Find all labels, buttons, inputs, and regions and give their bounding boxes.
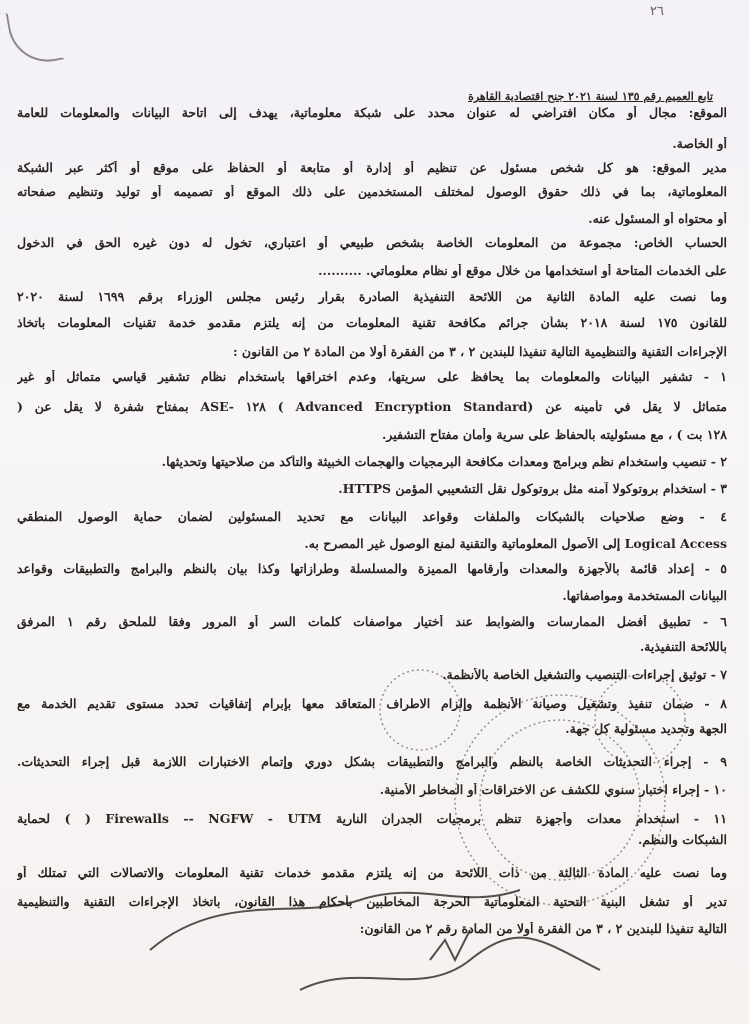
text-line: ٣ - استخدام بروتوكولا آمنه مثل بروتوكول نقل التشعيبي المؤمن HTTPS. xyxy=(338,482,727,496)
text-line: للقانون ١٧٥ لسنة ٢٠١٨ بشأن جرائم مكافحة تقنية المعلومات من إنه يلتزم مقدمو خدمة تقنيات المعلومات باتخاذ xyxy=(17,316,727,330)
text-line: ٦ - تطبيق أفضل الممارسات والضوابط عند أختيار مواصفات كلمات السر أو المرور وفقا للملحق رقم ١ المرفق xyxy=(17,615,727,629)
text-line: أو محتواه أو المسئول عنه. xyxy=(588,212,727,226)
text-line: تدير أو تشغل البنية التحتية المعلوماتية الحرجة المخاطبين بأحكام هذا القانون، باتخاذ الإجراءات التقنية والتنظيمية xyxy=(17,895,727,909)
text-line: وما نصت عليه المادة الثانية من اللائحة التنفيذية الصادرة بقرار رئيس مجلس الوزراء برقم ١٦٩٩ لسنة ٢٠٢٠ xyxy=(17,290,727,304)
text-line: مدير الموقع: هو كل شخص مسئول عن تنظيم أو إدارة أو متابعة أو الحفاظ على موقع أو أكثر عبر الشبكة xyxy=(17,161,727,175)
text-line: الإجراءات التقنية والتنظيمية التالية تنفيذا للبندين ٢ ، ٣ من الفقرة أولا من المادة ٢ من القانون : xyxy=(232,345,727,359)
text-line: على الخدمات المتاحة أو استخدامها من خلال موقع أو نظام معلوماتي. .......... xyxy=(318,264,727,278)
text-line: متماثل لا يقل في تأمينه عن (Advanced Encryption Standard ) ١٢٨ -ASE بمفتاح شفرة لا يقل عن ( xyxy=(17,400,727,414)
text-line: ١١ - استخدام معدات وأجهزة تنظم برمجيات الجدران النارية Firewalls -- NGFW - UTM ( ) لحماية xyxy=(17,812,727,826)
text-line: ٢ - تنصيب واستخدام نظم وبرامج ومعدات مكافحة البرمجيات والهجمات الخبيثة والتأكد من صلاحيتها وتحديثها. xyxy=(161,455,727,469)
text-line: المعلوماتية، بما في ذلك حقوق الوصول لمختلف المستخدمين على ذلك الموقع أو تصميمه أو توليد وتنظيم صفحاته xyxy=(17,185,727,199)
page-number: ٢٦ xyxy=(650,4,664,19)
text-line: الحساب الخاص: مجموعة من المعلومات الخاصة بشخص طبيعي أو اعتباري، تخول له دون غيره الحق في الدخول xyxy=(17,236,727,250)
text-line: ٤ - وضع صلاحيات بالشبكات والملفات وقواعد البيانات مع تحديد المسئولين لضمان حماية الوصول المنطقي xyxy=(17,510,727,524)
text-line: ٩ - إجراء التحديثات الخاصة بالنظم والبرامج والتطبيقات بشكل دوري وإتمام الاختبارات اللازمة قبل إجراء التحديثات. xyxy=(17,755,727,769)
text-line: الجهة وتحديد مسئولية كل جهة. xyxy=(565,722,727,736)
text-line: ٥ - إعداد قائمة بالأجهزة والمعدات وأرقامها المميزة والمسلسلة وطرازاتها وكذا بيان بالنظم والبرامج والتطبيقات وقواعد xyxy=(17,562,727,576)
text-line: باللائحة التنفيذية. xyxy=(639,640,727,654)
text-line: التالية تنفيذا للبندين ٢ ، ٣ من الفقرة أولا من المادة رقم ٢ من القانون: xyxy=(359,922,727,936)
text-line: ١٠ - إجراء اختبار سنوي للكشف عن الاختراقات أو المخاطر الأمنية. xyxy=(379,783,727,797)
text-line: ٧ - توثيق إجراءات التنصيب والتشغيل الخاصة بالأنظمة. xyxy=(442,668,727,682)
text-line: Logical Access إلى الأصول المعلوماتية والتقنية لمنع الوصول غير المصرح به. xyxy=(304,537,727,551)
text-line: ٨ - ضمان تنفيذ وتشغيل وصيانة الأنظمة وإلزام الاطراف المتعاقد معها بإبرام إتفاقيات تحدد مستوى تقديم الخدمة مع xyxy=(17,697,727,711)
text-line: أو الخاصة. xyxy=(672,137,727,151)
text-line: ١٢٨ بت ) ، مع مسئوليته بالحفاظ على سرية وأمان مفتاح التشفير. xyxy=(381,428,727,442)
text-line: الشبكات والنظم. xyxy=(637,833,727,847)
text-line: ١ - تشفير البيانات والمعلومات بما يحافظ على سريتها، وعدم اختراقها باستخدام نظام تشفير قياسي متماثل أو غير xyxy=(17,370,727,384)
text-line: وما نصت عليه المادة الثالثة من ذات اللائحة من إنه يلتزم مقدمو خدمات تقنية المعلومات والاتصالات التي تمتلك أو xyxy=(17,866,727,880)
text-line: البيانات المستخدمة ومواصفاتها. xyxy=(562,589,727,603)
text-line: الموقع: مجال أو مكان افتراضي له عنوان محدد على شبكة معلوماتية، يهدف إلى اتاحة البيانات والمعلومات للعامة xyxy=(17,106,727,120)
handwritten-corner-mark xyxy=(6,4,65,68)
document-header: تابع العميم رقم ١٣٥ لسنة ٢٠٢١ جنح اقتصادية القاهرة xyxy=(468,90,713,103)
